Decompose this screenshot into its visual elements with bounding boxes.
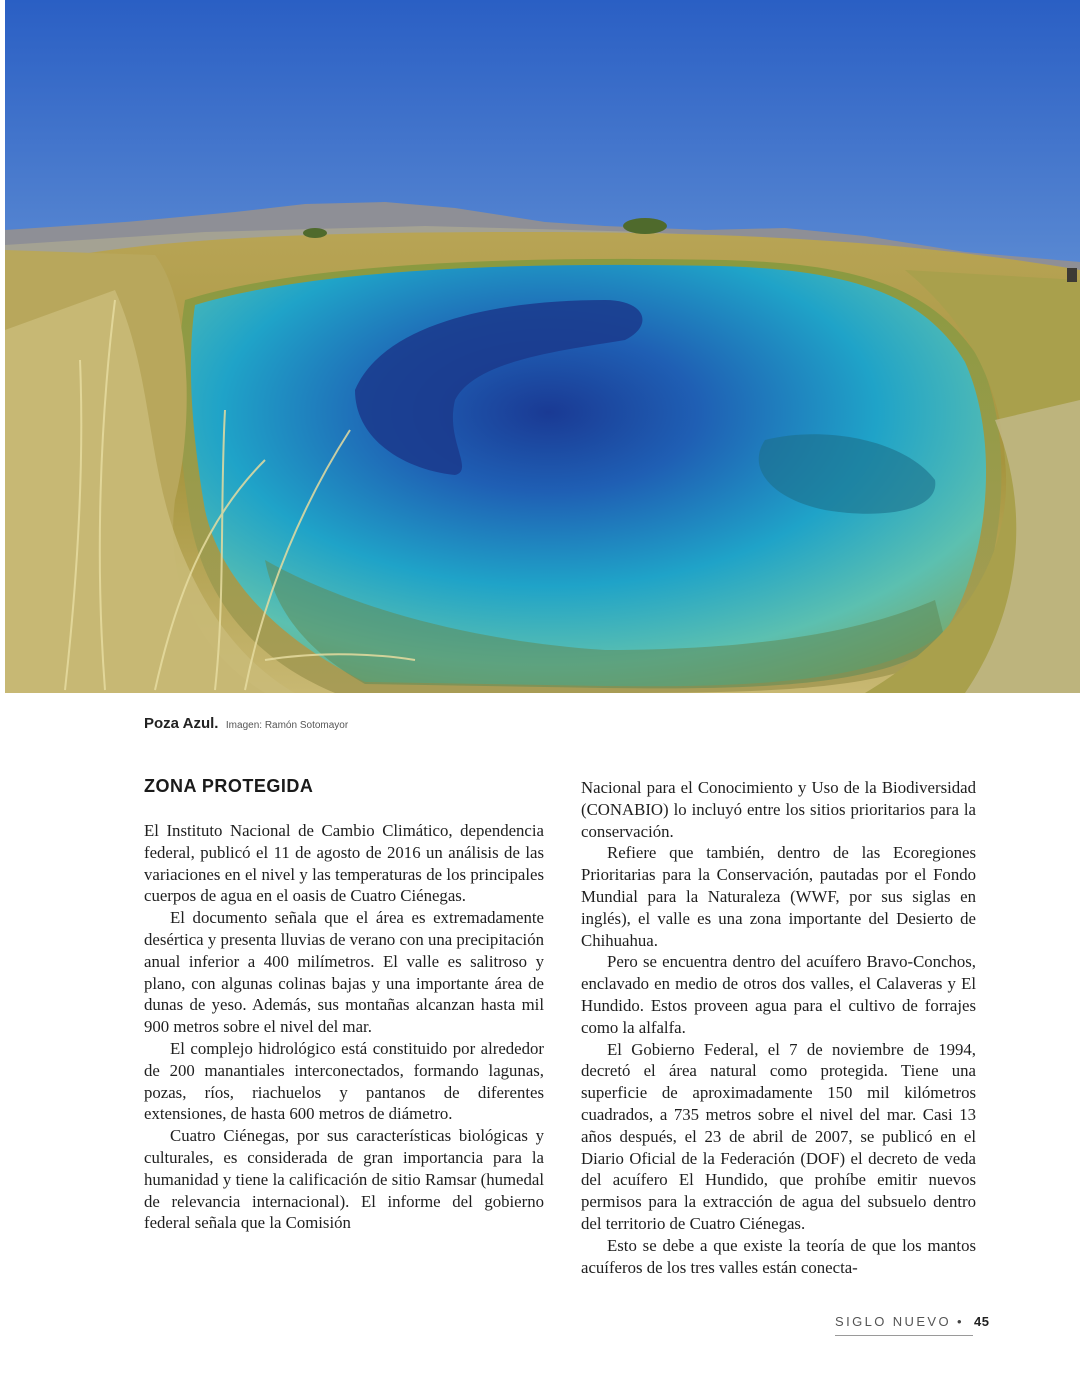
paragraph: Esto se debe a que existe la teoría de que los mantos acuíferos de los tres valles están conecta-	[581, 1235, 976, 1277]
article-column-1	[144, 820, 544, 1234]
section-heading: ZONA PROTEGIDA	[144, 776, 314, 796]
poza-azul-illustration	[5, 0, 1080, 693]
publication-name: SIGLO NUEVO	[835, 1314, 951, 1329]
paragraph: Refiere que también, dentro de las Ecoregiones Prioritarias para la Conservación, pautadas por el Fondo Mundial para la Naturaleza (WWF, por sus siglas en inglés), el valle es una zona importante del Desierto de Chihuahua.	[581, 843, 976, 950]
paragraph: Pero se encuentra dentro del acuífero Bravo-Conchos, enclavado en medio de otros dos valles, el Calaveras y El Hundido. Estos proveen agua para el cultivo de forrajes como la alfalfa.	[581, 952, 976, 1037]
paragraph: El Gobierno Federal, el 7 de noviembre de 1994, decretó el área natural como protegida. Tiene una superficie de aproximadamente 150 mil kilómetros cuadrados, a 735 metros sobre el nivel del mar. Casi 13 años después, el 23 de abril de 2007, se publicó en el Diario Oficial de la Federación (DOF) el decreto de veda del acuífero El Hundido, que prohíbe emitir nuevos permisos para la extracción de agua del subsuelo dentro del territorio de Cuatro Ciénegas.	[581, 1039, 976, 1233]
caption-credit: Imagen: Ramón Sotomayor	[225, 720, 349, 731]
paragraph: El documento señala que el área es extremadamente desértica y presenta lluvias de verano con una precipitación anual inferior a 400 milímetros. El valle es salitroso y plano, con algunas colinas bajas y una importante área de dunas de yeso. Además, sus montañas alcanzan hasta mil 900 metros sobre el nivel del mar.	[144, 908, 544, 1037]
poza-azul-photo	[5, 0, 1080, 693]
footer-separator: •	[957, 1314, 964, 1329]
photo-caption	[144, 715, 348, 733]
paragraph: El Instituto Nacional de Cambio Climático, dependencia federal, publicó el 11 de agosto de 2016 un análisis de las variaciones en el nivel y las temperaturas de los principales cuerpos de agua en el oasis de Cuatro Ciénegas.	[144, 821, 544, 906]
page-number: 45	[973, 1314, 990, 1329]
paragraph: Nacional para el Conocimiento y Uso de la Biodiversidad (CONABIO) lo incluyó entre los sitios prioritarios para la conservación.	[581, 778, 976, 841]
caption-title: Poza Azul.	[144, 715, 219, 732]
page-footer	[835, 1314, 990, 1336]
paragraph: Cuatro Ciénegas, por sus características biológicas y culturales, es considerada de gran importancia para la humanidad y tiene la calificación de sitio Ramsar (humedal de relevancia internacional). El informe del gobierno federal señala que la Comisión	[144, 1126, 544, 1233]
paragraph: El complejo hidrológico está constituido por alrededor de 200 manantiales interconectados, formando lagunas, pozas, ríos, riachuelos y pantanos de diferentes extensiones, de hasta 600 metros de diámetro.	[144, 1038, 544, 1124]
article-column-2	[581, 777, 976, 1278]
